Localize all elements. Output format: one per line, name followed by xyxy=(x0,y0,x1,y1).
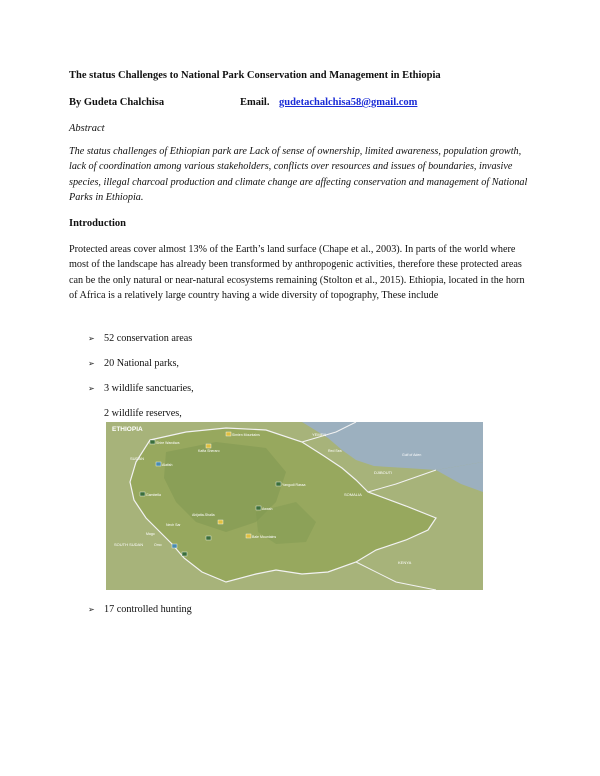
park-label: Shire Wandiwa xyxy=(156,441,180,445)
arrowhead-bullet-icon: ➢ xyxy=(88,384,95,393)
map-neighbor-label: YEMEN xyxy=(312,432,327,437)
introduction-heading: Introduction xyxy=(69,218,126,229)
map-neighbor-label: SOUTH SUDAN xyxy=(114,542,144,547)
map-neighbor-label: KENYA xyxy=(398,560,412,565)
introduction-text: Protected areas cover almost 13% of the Earth’s land surface (Chape et al., 2003). In parts of the world where most of the landscape has already been transformed by anthropogenic activities, therefore these protected areas can be the only natural or near-natural ecosystems remaining (Stolton et al., 2015). Ethiopia, located in the horn of Africa is a relatively large country having a wide diversity of topography, These include xyxy=(69,244,525,301)
map-country-label: ETHIOPIA xyxy=(112,426,143,433)
arrowhead-bullet-icon: ➢ xyxy=(88,334,95,343)
map-neighbor-label: SOMALIA xyxy=(344,492,362,497)
arrowhead-bullet-icon: ➢ xyxy=(88,605,95,614)
arrowhead-bullet-icon: ➢ xyxy=(88,359,95,368)
list-item-text: 17 controlled hunting xyxy=(104,604,192,615)
park-label: Abijatta-Shalla xyxy=(192,513,215,517)
map-neighbor-label: SUDAN xyxy=(130,456,145,461)
park-label: Omo xyxy=(154,543,162,547)
abstract-text: The status challenges of Ethiopian park are Lack of sense of ownership, limited awareness, population growth, lack of coordination among various stakeholders, conflicts over resources and issues of boundaries, invasive species, illegal charcoal production and climate change are affecting conservation and management of National Parks in Ethiopia. xyxy=(69,146,528,203)
email-link[interactable]: gudetachalchisa58@gmail.com xyxy=(279,97,418,108)
list-item xyxy=(88,383,194,394)
abstract-heading: Abstract xyxy=(69,123,105,134)
ethiopia-protected-areas-map xyxy=(106,422,483,590)
park-label: Yangudi Rassa xyxy=(282,483,306,487)
park-label: Kafta Sheraro xyxy=(198,449,220,453)
map-water-label: Gulf of Aden xyxy=(402,453,422,457)
list-item-text: 20 National parks, xyxy=(104,358,179,369)
park-label: Alatish xyxy=(162,463,173,467)
document-title: The status Challenges to National Park Conservation and Management in Ethiopia xyxy=(69,70,441,81)
map-water-label: Red Sea xyxy=(328,449,342,453)
park-label: Nech Sar xyxy=(166,523,181,527)
list-item xyxy=(88,358,179,369)
list-item-text: 52 conservation areas xyxy=(104,333,193,344)
park-label: Awash xyxy=(262,507,273,511)
park-marker xyxy=(226,432,260,437)
list-item xyxy=(88,333,192,344)
park-label: Simien Mountains xyxy=(232,433,260,437)
list-item-text: 3 wildlife sanctuaries, xyxy=(104,383,194,394)
author-line: By Gudeta Chalchisa xyxy=(69,97,165,108)
map-neighbor-label: DJIBOUTI xyxy=(374,470,393,475)
email-label: Email. xyxy=(240,97,270,108)
list-item xyxy=(88,604,192,615)
park-label: Bale Mountains xyxy=(252,535,277,539)
park-label: Mago xyxy=(146,532,155,536)
park-label: Gambella xyxy=(146,493,161,497)
list-item-plain: 2 wildlife reserves, xyxy=(104,408,182,419)
